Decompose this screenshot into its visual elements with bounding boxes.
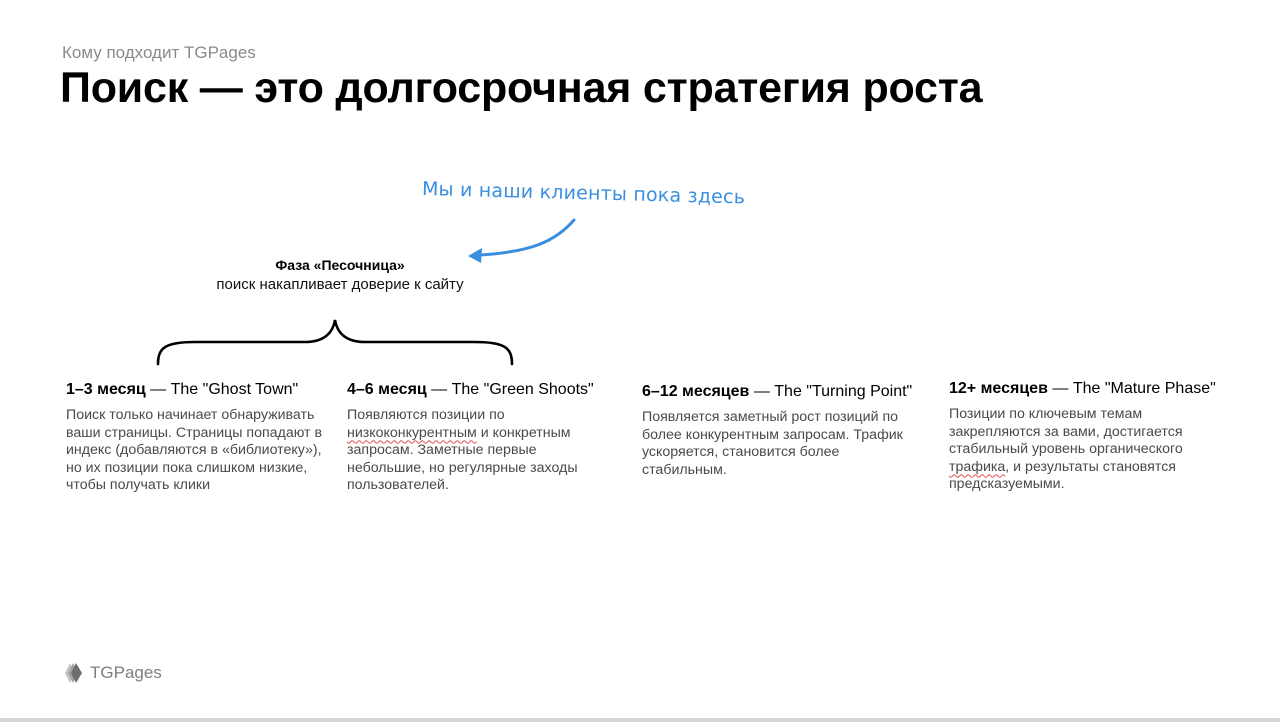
phase-title: Фаза «Песочница» bbox=[275, 257, 405, 273]
phase-subtitle: поиск накапливает доверие к сайту bbox=[216, 276, 464, 293]
stage-heading: 4–6 месяц — The "Green Shoots" bbox=[347, 381, 594, 398]
stage-description: Поиск только начинает обнаруживать ваши страницы. Страницы попадают в индекс (добавляются в «библиотеку»), но их позиции пока слишком низкие, чтобы получать клики bbox=[66, 407, 323, 493]
stage-2 bbox=[347, 381, 607, 495]
stage-1 bbox=[66, 381, 326, 495]
stage-description: Появляется заметный рост позиций по более конкурентным запросам. Трафик ускоряется, становится более стабильным. bbox=[642, 409, 903, 478]
spellcheck-flagged-word: низкоконкурентным bbox=[347, 424, 477, 441]
footer-label: TGPages bbox=[90, 663, 162, 682]
curly-brace-icon bbox=[155, 318, 520, 368]
stage-heading: 6–12 месяцев — The "Turning Point" bbox=[642, 383, 913, 400]
annotation-text: Мы и наши клиенты пока здесь bbox=[421, 178, 746, 209]
stage-name: The "Ghost Town" bbox=[170, 381, 299, 398]
stage-4 bbox=[949, 380, 1214, 494]
stage-heading: 12+ месяцев — The "Mature Phase" bbox=[949, 380, 1216, 397]
bottom-divider bbox=[0, 718, 1280, 722]
stage-period: 6–12 месяцев bbox=[642, 383, 750, 400]
stage-3 bbox=[642, 383, 927, 479]
stage-period: 12+ месяцев bbox=[949, 380, 1048, 397]
stage-period: 4–6 месяц bbox=[347, 381, 427, 398]
stage-name: The "Mature Phase" bbox=[1072, 380, 1216, 397]
stage-period: 1–3 месяц bbox=[66, 381, 146, 398]
tgpages-logo-icon bbox=[64, 662, 84, 684]
eyebrow-label: Кому подходит TGPages bbox=[62, 43, 256, 62]
footer-brand bbox=[64, 662, 162, 684]
stage-description: Позиции по ключевым темам закрепляются за вами, достигается стабильный уровень органического трафика, и результаты становятся предсказуемыми. bbox=[949, 406, 1183, 492]
page-title: Поиск — это долгосрочная стратегия роста bbox=[60, 64, 983, 112]
stage-name: The "Turning Point" bbox=[774, 383, 913, 400]
stage-name: The "Green Shoots" bbox=[451, 381, 594, 398]
phase-label bbox=[180, 257, 500, 293]
stage-description: Появляются позиции по низкоконкурентным и конкретным запросам. Заметные первые небольшие, но регулярные заходы пользователей. bbox=[347, 407, 578, 493]
stage-heading: 1–3 месяц — The "Ghost Town" bbox=[66, 381, 299, 398]
spellcheck-flagged-word: трафика bbox=[949, 458, 1006, 475]
